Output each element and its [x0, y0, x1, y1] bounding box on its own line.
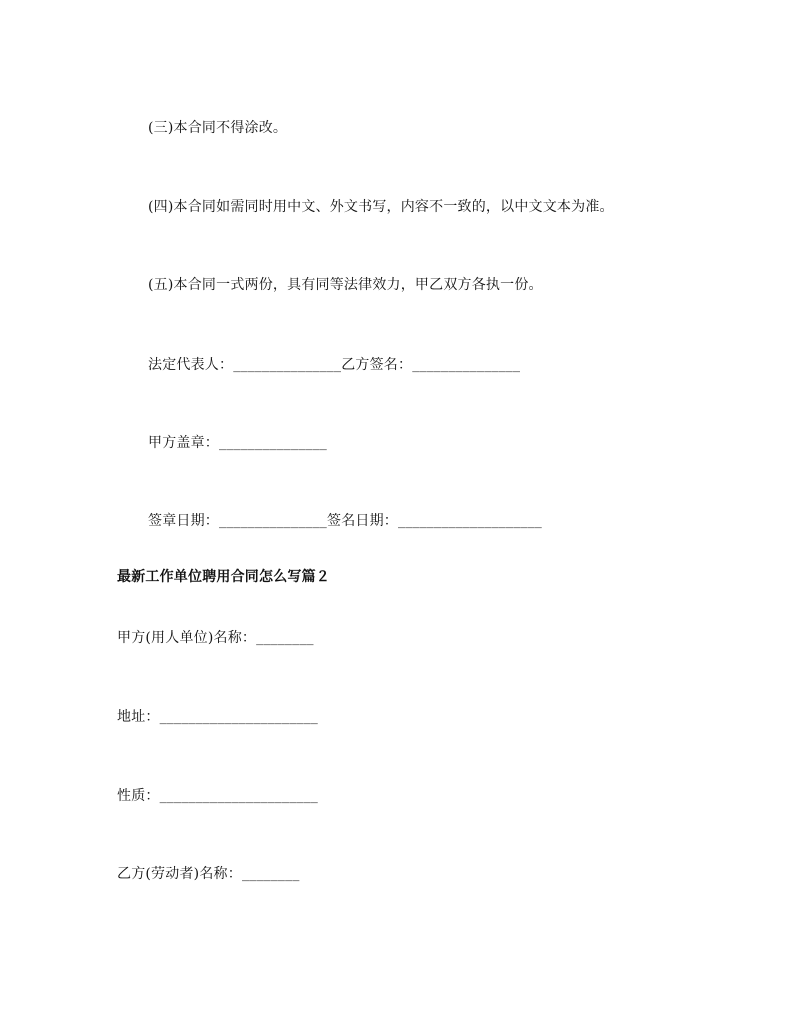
party-a-seal-label: 甲方盖章：: [148, 435, 219, 451]
party-b-sign-label: 乙方签名：: [341, 357, 413, 373]
legal-rep-label: 法定代表人：: [148, 357, 234, 373]
employer-label: 甲方(用人单位)名称：: [117, 630, 257, 646]
sign-date-label: 签名日期：: [327, 513, 398, 529]
legal-rep-blank: _______________: [233, 357, 342, 373]
section-heading: 最新工作单位聘用合同怎么写篇２: [117, 569, 330, 585]
sign-date-blank: ____________________: [398, 513, 542, 529]
signature-line-dates: [148, 511, 542, 531]
nature-blank: ______________________: [159, 788, 319, 804]
party-b-sign-blank: _______________: [412, 357, 521, 373]
address-label: 地址：: [117, 709, 160, 725]
employee-label: 乙方(劳动者)名称：: [117, 866, 242, 882]
nature-line: [117, 786, 318, 806]
employee-name-line: [117, 864, 300, 884]
clause-3: (三)本合同不得涂改。: [148, 120, 288, 136]
address-blank: ______________________: [159, 709, 319, 725]
employer-blank: ________: [256, 630, 314, 646]
seal-date-blank: _______________: [219, 513, 327, 529]
employee-blank: ________: [241, 866, 300, 882]
nature-label: 性质：: [117, 788, 160, 804]
clause-4: (四)本合同如需同时用中文、外文书写，内容不一致的，以中文文本为准。: [148, 199, 614, 215]
clause-5: (五)本合同一式两份，具有同等法律效力，甲乙双方各执一份。: [148, 277, 543, 293]
employer-name-line: [117, 628, 314, 648]
party-a-seal-blank: _______________: [219, 435, 327, 451]
signature-line-legal-rep: [148, 355, 520, 375]
seal-date-label: 签章日期：: [148, 513, 219, 529]
signature-line-party-a-seal: [148, 433, 327, 453]
address-line: [117, 707, 318, 727]
